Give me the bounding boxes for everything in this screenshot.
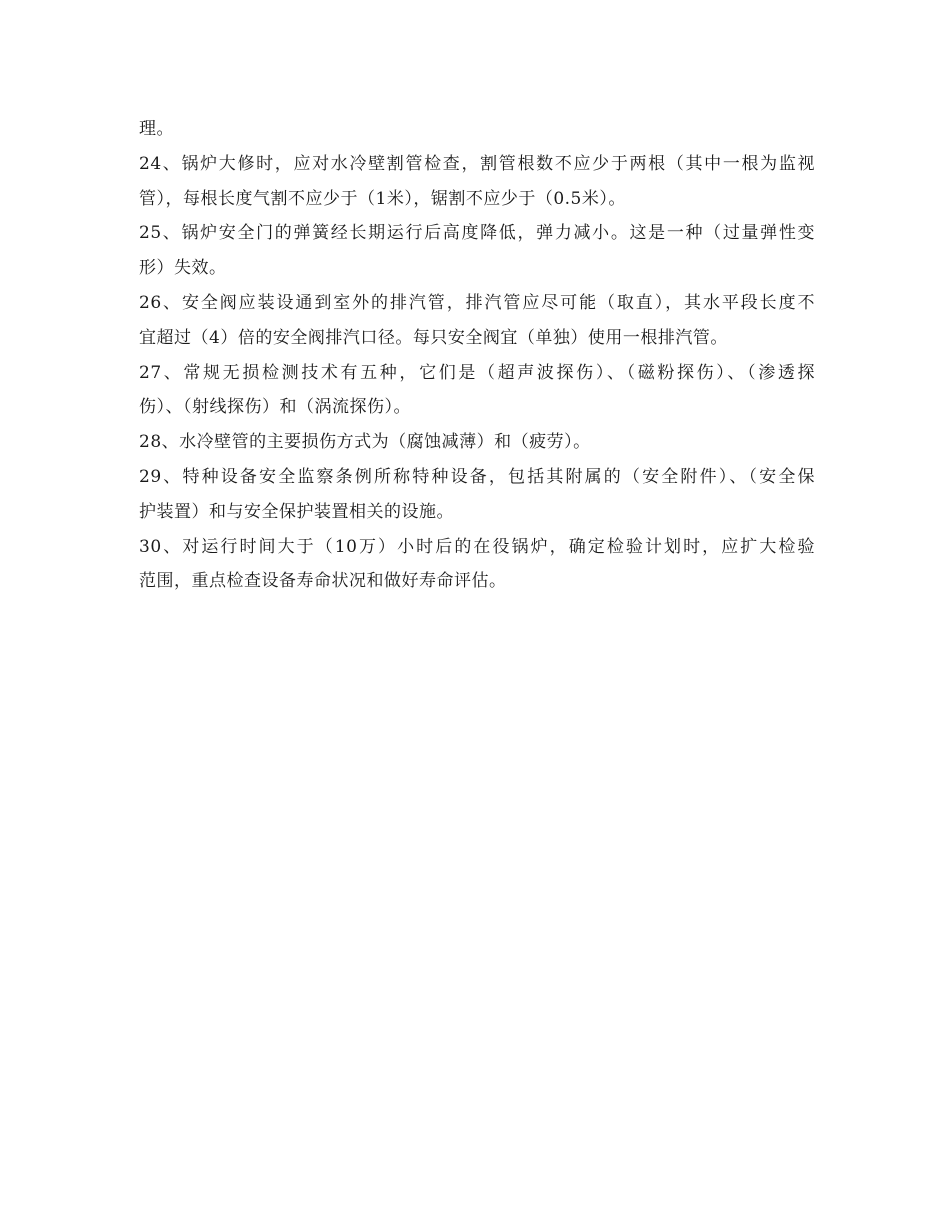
text-line: 28、水冷壁管的主要损伤方式为（腐蚀减薄）和（疲劳）。 xyxy=(139,432,591,453)
text-line: 范围，重点检查设备寿命状况和做好寿命评估。 xyxy=(139,571,507,592)
text-line: 24、锅炉大修时，应对水冷壁割管检查，割管根数不应少于两根（其中一根为监视 xyxy=(139,153,815,174)
text-line: 27、常规无损检测技术有五种，它们是（超声波探伤）、（磁粉探伤）、（渗透探 xyxy=(139,362,815,383)
text-line: 宜超过（4）倍的安全阀排汽口径。每只安全阀宜（单独）使用一根排汽管。 xyxy=(139,327,728,348)
text-line: 形）失效。 xyxy=(139,258,227,279)
text-line: 26、安全阀应装设通到室外的排汽管，排汽管应尽可能（取直），其水平段长度不 xyxy=(139,292,815,313)
text-line: 理。 xyxy=(139,119,174,139)
text-line: 护装置）和与安全保护装置相关的设施。 xyxy=(139,501,454,522)
text-line: 25、锅炉安全门的弹簧经长期运行后高度降低，弹力减小。这是一种（过量弹性变 xyxy=(139,223,815,244)
text-line: 29、特种设备安全监察条例所称特种设备，包括其附属的（安全附件）、（安全保 xyxy=(139,466,815,487)
text-line: 管），每根长度气割不应少于（1米），锯割不应少于（0.5米）。 xyxy=(139,188,626,209)
document-body xyxy=(139,112,815,599)
text-line: 伤）、（射线探伤）和（涡流探伤）。 xyxy=(139,397,411,418)
text-line: 30、对运行时间大于（10万）小时后的在役锅炉，确定检验计划时，应扩大检验 xyxy=(139,536,815,557)
